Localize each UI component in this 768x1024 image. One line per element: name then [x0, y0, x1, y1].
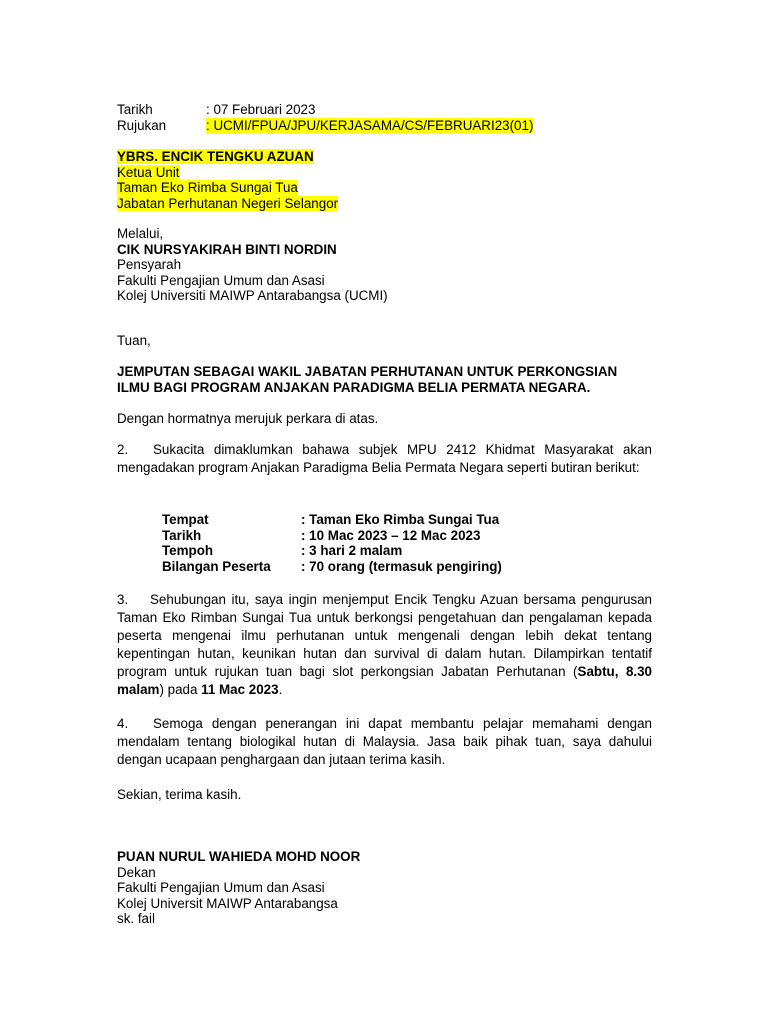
recipient-block — [117, 149, 652, 211]
salutation-block — [117, 333, 652, 349]
via-title: Pensyarah — [117, 257, 182, 272]
detail-value: : 70 orang (termasuk pengiring) — [301, 558, 502, 574]
detail-label: Bilangan Peserta — [162, 558, 271, 574]
paragraph-3-end: . — [278, 682, 283, 697]
paragraph-3-mid: ) pada — [159, 682, 202, 697]
detail-row — [162, 528, 502, 544]
paragraph-2-number: 2. — [117, 442, 129, 457]
paragraph-3-number: 3. — [117, 592, 129, 607]
signatory-name: PUAN NURUL WAHIEDA MOHD NOOR — [117, 849, 361, 864]
via-faculty: Fakulti Pengajian Umum dan Asasi — [117, 272, 325, 288]
paragraph-2 — [117, 441, 652, 477]
recipient-title: Ketua Unit — [117, 164, 180, 180]
paragraph-4 — [117, 715, 652, 769]
date-value: : 07 Februari 2023 — [206, 102, 316, 117]
detail-label: Tarikh — [162, 527, 202, 543]
paragraph-4-number: 4. — [117, 716, 129, 731]
signatory-institution: Kolej Universit MAIWP Antarabangsa — [117, 895, 338, 911]
recipient-location: Taman Eko Rimba Sungai Tua — [117, 180, 298, 195]
closing-block — [117, 787, 652, 803]
subject-line-1: JEMPUTAN SEBAGAI WAKIL JABATAN PERHUTANAN UNTUK PERKONGSIAN — [117, 364, 618, 379]
signatory-faculty: Fakulti Pengajian Umum dan Asasi — [117, 880, 325, 895]
detail-value: : 10 Mac 2023 – 12 Mac 2023 — [301, 527, 481, 543]
signatory-title: Dekan — [117, 864, 156, 880]
slot-date: 11 Mac 2023 — [201, 682, 279, 697]
via-label: Melalui, — [117, 226, 164, 241]
via-name: CIK NURSYAKIRAH BINTI NORDIN — [117, 241, 337, 257]
detail-label: Tempat — [162, 512, 209, 527]
recipient-name: YBRS. ENCIK TENGKU AZUAN — [117, 149, 314, 164]
subject-block — [117, 364, 652, 395]
opening-block — [117, 411, 652, 427]
paragraph-3 — [117, 591, 652, 699]
via-block — [117, 226, 652, 304]
via-institution: Kolej Universiti MAIWP Antarabangsa (UCMI) — [117, 288, 388, 303]
date-label: Tarikh — [117, 102, 153, 117]
paragraph-3-text: Sehubungan itu, saya ingin menjemput Encik Tengku Azuan bersama pengurusan Taman Eko Rimban Sungai Tua untuk berkongsi pengetahuan dan pengalaman kepada peserta mengenai ilmu perhutanan untuk mengenali dengan lebih dekat tentang kepentingan hutan, keunikan hutan dan survival di dalam hutan. Dilampirkan tentatif program untuk rujukan tuan bagi slot perkongsian Jabatan Perhutanan ( — [117, 592, 652, 679]
detail-value: : Taman Eko Rimba Sungai Tua — [301, 512, 500, 527]
reference-value: : UCMI/FPUA/JPU/KERJASAMA/CS/FEBRUARI23(01) — [206, 117, 534, 133]
paragraph-2-text: Sukacita dimaklumkan bahawa subjek MPU 2412 Khidmat Masyarakat akan mengadakan program Anjakan Paradigma Belia Permata Negara seperti butiran berikut: — [117, 442, 652, 475]
letter-header — [117, 102, 652, 133]
program-details — [162, 512, 502, 574]
detail-row — [162, 512, 502, 528]
reference-label: Rujukan — [117, 117, 167, 133]
slot-time: Sabtu, 8.30 malam — [117, 664, 653, 697]
closing-line: Sekian, terima kasih. — [117, 787, 242, 802]
detail-row — [162, 559, 502, 575]
salutation: Tuan, — [117, 333, 151, 348]
copy-to-file: sk. fail — [117, 911, 155, 926]
recipient-department: Jabatan Perhutanan Negeri Selangor — [117, 195, 339, 211]
reference-row — [117, 118, 652, 134]
signatory-block — [117, 849, 652, 927]
date-row — [117, 102, 652, 118]
detail-label: Tempoh — [162, 543, 214, 558]
opening-line: Dengan hormatnya merujuk perkara di atas. — [117, 411, 379, 426]
detail-value: : 3 hari 2 malam — [301, 543, 403, 558]
detail-row — [162, 543, 502, 559]
paragraph-4-text: Semoga dengan penerangan ini dapat membantu pelajar memahami dengan mendalam tentang biologikal hutan di Malaysia. Jasa baik pihak tuan, saya dahului dengan ucapaan penghargaan dan jutaan terima kasih. — [117, 716, 652, 767]
subject-line-2: ILMU BAGI PROGRAM ANJAKAN PARADIGMA BELIA PERMATA NEGARA. — [117, 379, 591, 395]
